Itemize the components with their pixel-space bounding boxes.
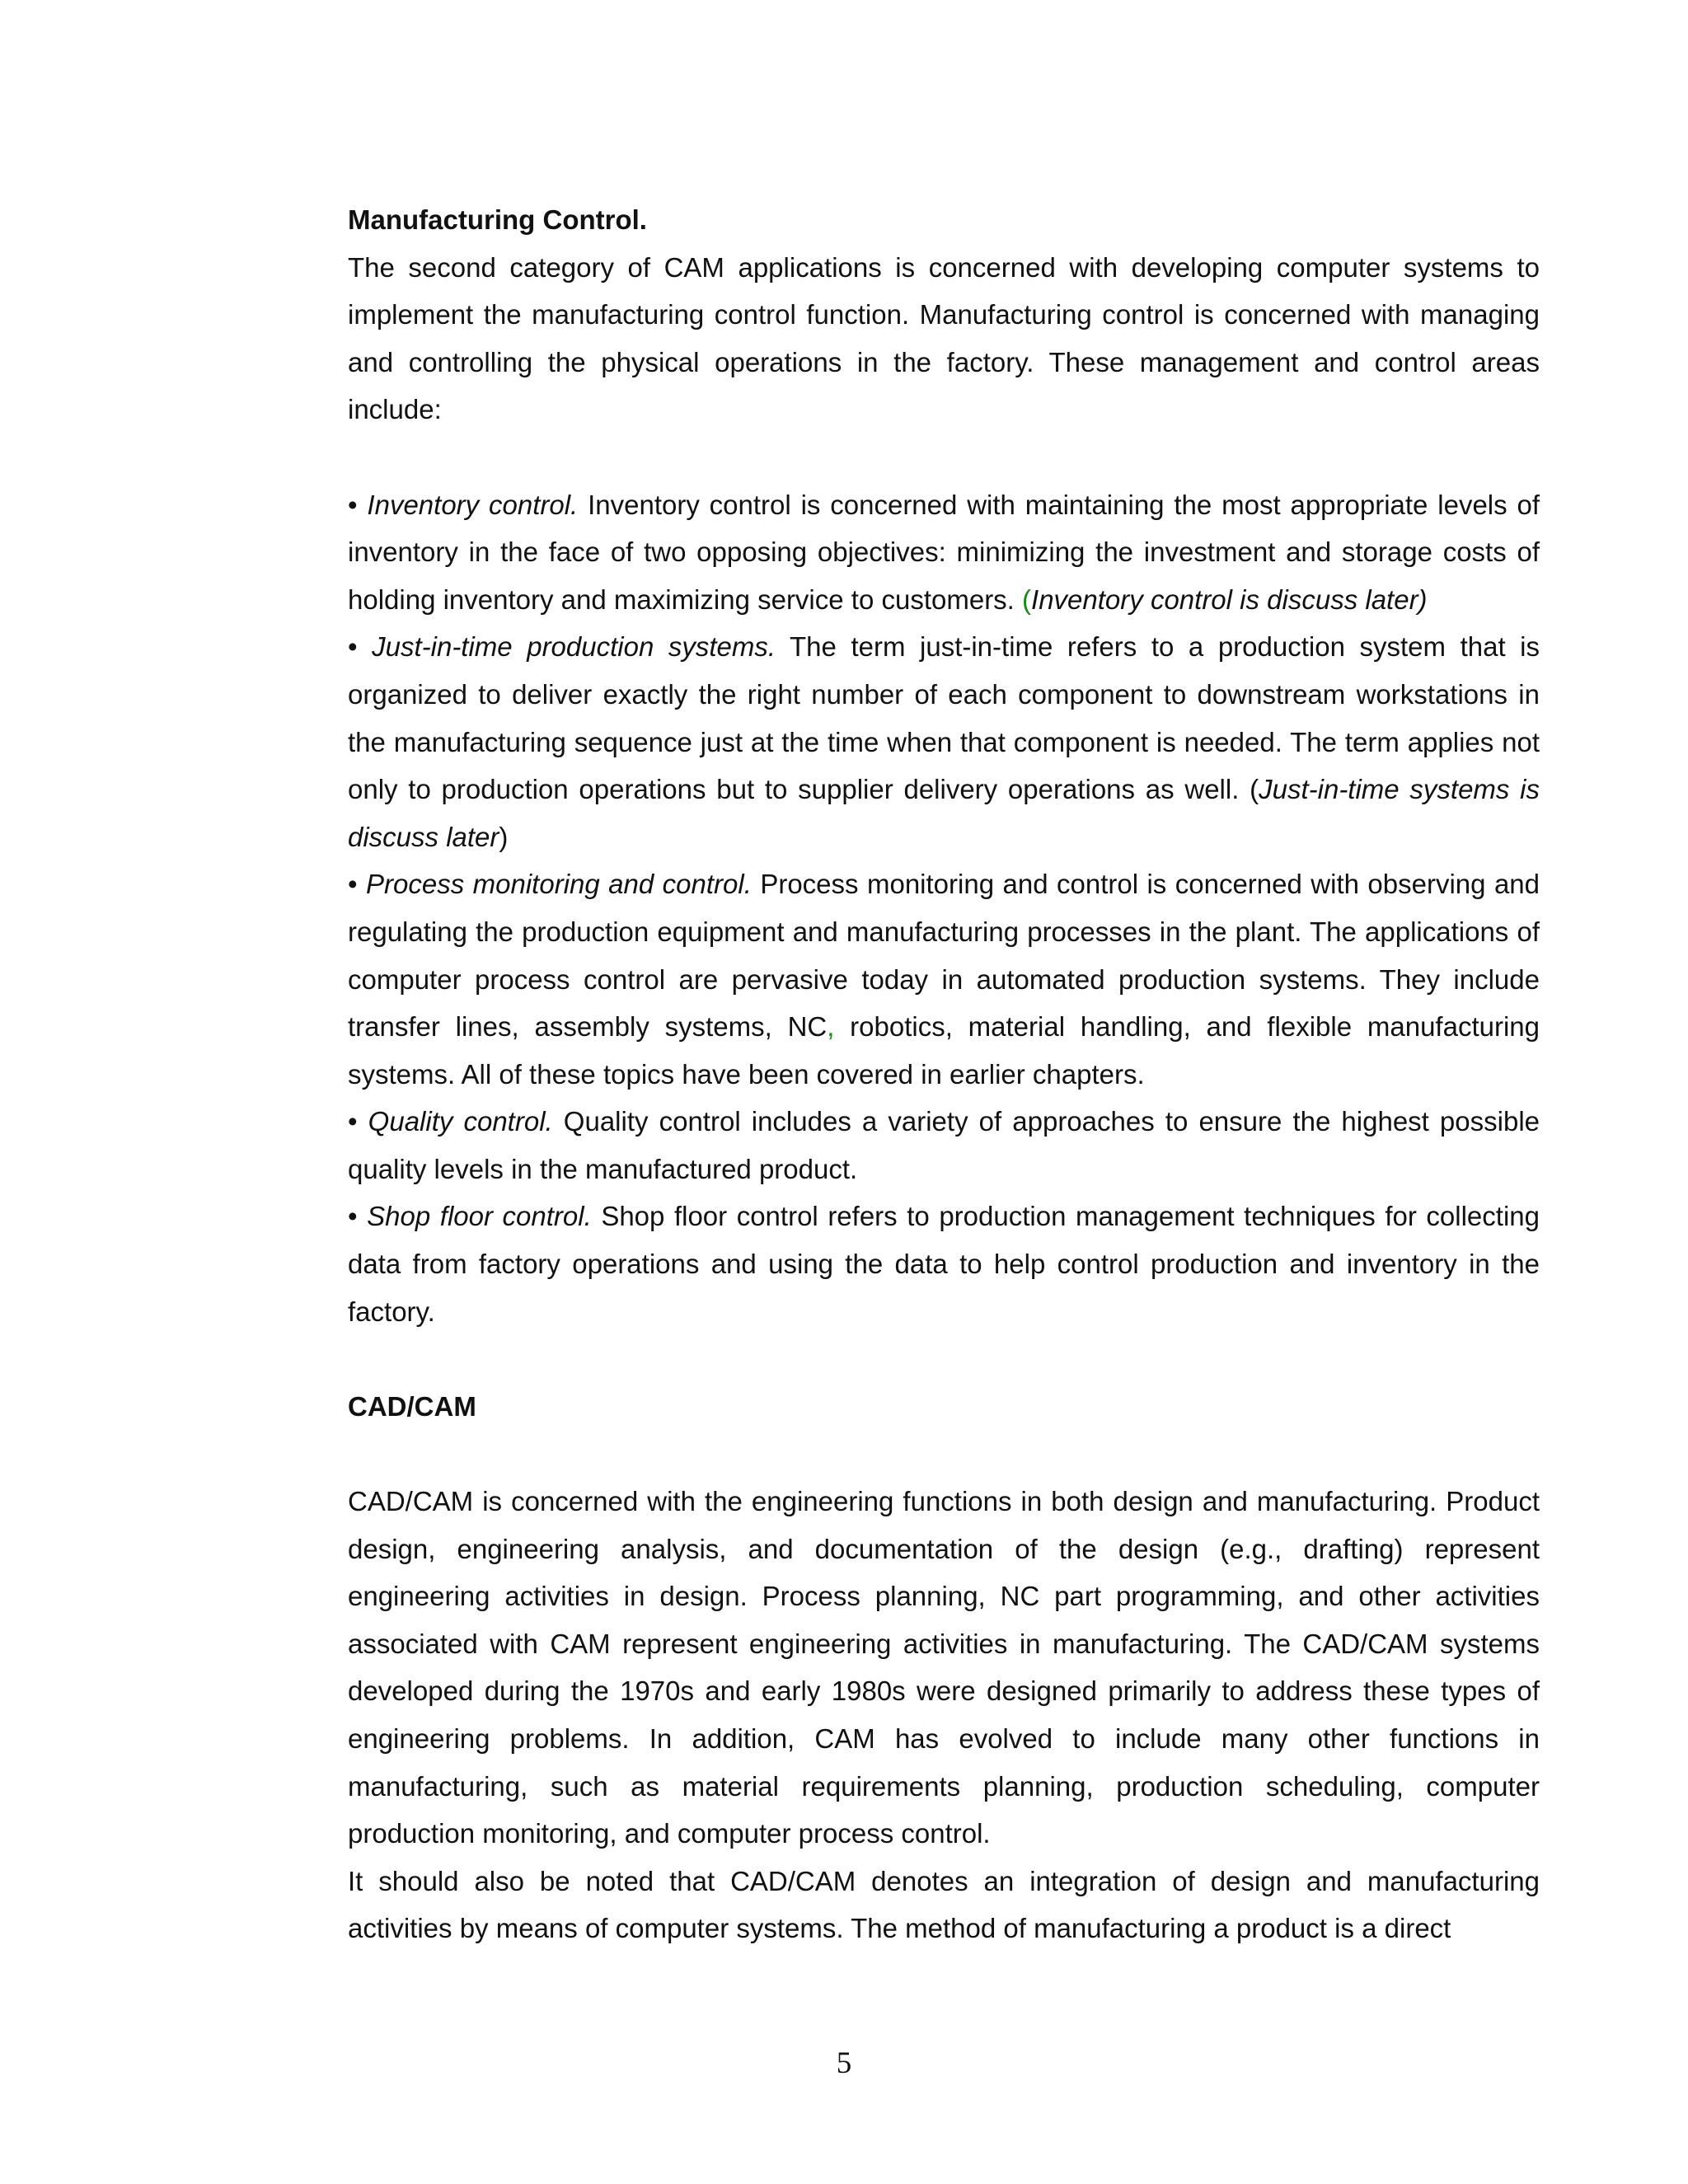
bullet-term: Process monitoring and control. [366, 869, 752, 900]
cad-cam-paragraph-1: CAD/CAM is concerned with the engineering functions in both design and manufacturing. Product design, engineering analysis, and documentation of the design (e.g., drafting) represent engineering activities in design. Process planning, NC part programming, and other activities associated with CAM represent engineering activities in manufacturing. The CAD/CAM systems developed during the 1970s and early 1980s were designed primarily to address these types of engineering problems. In addition, CAM has evolved to include many other functions in manufacturing, such as material requirements planning, production scheduling, computer production monitoring, and computer process control. [348, 1486, 1540, 1849]
green-comma: , [827, 1011, 835, 1043]
bullet-quality-control [348, 1098, 1540, 1193]
paragraph-spacer [348, 1335, 1540, 1383]
bullet-note: Just-in-time systems is discuss later [348, 774, 1540, 852]
bullet-note: Inventory control is discuss later) [1031, 583, 1428, 615]
section-heading-cad-cam: CAD/CAM [348, 1390, 476, 1422]
bullet-symbol: • [348, 631, 358, 663]
bullet-shop-floor-control [348, 1193, 1540, 1335]
bullet-text: Process monitoring and control is concerned with observing and regulating the production equipment and manufacturing processes in the plant. The applications of computer process control are pervasive today in automated production systems. They include transfer lines, assembly systems, NC [348, 869, 1540, 1043]
bullet-symbol: • [348, 1201, 358, 1232]
paragraph-spacer [348, 434, 1540, 481]
cad-cam-paragraph-2: It should also be noted that CAD/CAM denotes an integration of design and manufacturing activities by means of computer systems. The method of manufacturing a product is a direct [348, 1865, 1540, 1944]
page-content [348, 196, 1540, 1952]
paragraph-spacer [348, 1430, 1540, 1478]
bullet-symbol: • [348, 869, 358, 900]
bullet-symbol: • [348, 489, 358, 520]
bullet-symbol: • [348, 1106, 358, 1137]
bullet-text: Inventory control is concerned with maintaining the most appropriate levels of inventory in the face of two opposing objectives: minimizing the investment and storage costs of holding inventory and maximizing service to customers. [348, 489, 1540, 615]
bullet-inventory-control [348, 481, 1540, 624]
bullet-text: The term just-in-time refers to a production system that is organized to deliver exactly the right number of each component to downstream workstations in the manufacturing sequence just at the time when that component is needed. The term applies not only to production operations but to supplier delivery operations as well. ( [348, 631, 1540, 805]
bullet-text: Quality control includes a variety of approaches to ensure the highest possible quality levels in the manufactured product. [348, 1106, 1540, 1184]
bullet-term: Just-in-time production systems. [372, 631, 776, 663]
section-heading-manufacturing-control: Manufacturing Control. [348, 204, 647, 235]
green-parenthesis: ( [1022, 583, 1032, 615]
bullet-just-in-time [348, 623, 1540, 860]
bullet-text: Shop floor control refers to production management techniques for collecting data from factory operations and using the data to help control production and inventory in the factory. [348, 1201, 1540, 1327]
bullet-term: Shop floor control. [367, 1201, 592, 1232]
bullet-term: Inventory control. [367, 489, 579, 520]
bullet-process-monitoring [348, 860, 1540, 1098]
intro-paragraph: The second category of CAM applications is concerned with developing computer systems to implement the manufacturing control function. Manufacturing control is concerned with managing and controlling the physical operations in the factory. These management and control areas include: [348, 251, 1540, 425]
bullet-term: Quality control. [368, 1106, 553, 1137]
page-number: 5 [836, 2046, 852, 2080]
bullet-text-continued: robotics, material handling, and flexible manufacturing systems. All of these topics have been covered in earlier chapters. [348, 1011, 1540, 1090]
bullet-close-paren: ) [499, 821, 509, 852]
